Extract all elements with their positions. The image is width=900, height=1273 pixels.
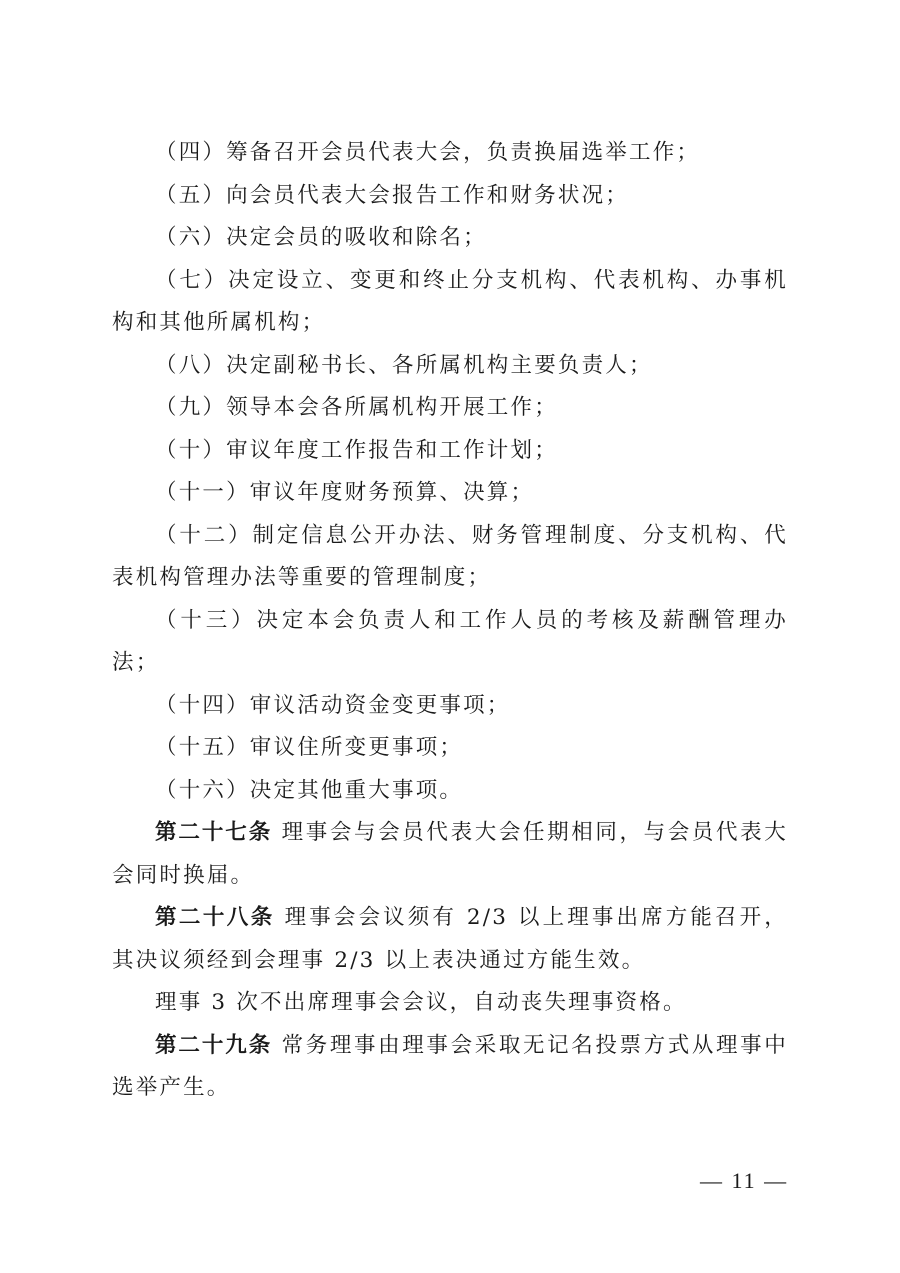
article-29-label: 第二十九条 bbox=[155, 1032, 273, 1058]
article-27-label: 第二十七条 bbox=[155, 820, 273, 845]
list-item: （十）审议年度工作报告和工作计划； bbox=[155, 437, 558, 463]
article-28-text: 理事会会议须有 2/3 以上理事出席方能召开，其决议须经到会理事 2/3 以上表决通过方能生效。 bbox=[112, 905, 788, 973]
list-item: （十五）审议住所变更事项； bbox=[155, 735, 464, 760]
article-29-text: 常务理事由理事会采取无记名投票方式从理事中选举产生。 bbox=[112, 1032, 788, 1100]
document-body bbox=[112, 132, 788, 1110]
page-number: — 11 — bbox=[700, 1168, 789, 1193]
list-item: （七）决定设立、变更和终止分支机构、代表机构、办事机构和其他所属机构； bbox=[112, 267, 788, 335]
article-27 bbox=[112, 812, 788, 897]
list-item: （十六）决定其他重大事项。 bbox=[155, 777, 464, 803]
article-28 bbox=[112, 897, 788, 982]
list-item: （十二）制定信息公开办法、财务管理制度、分支机构、代表机构管理办法等重要的管理制度； bbox=[112, 522, 788, 590]
list-item: （九）领导本会各所属机构开展工作； bbox=[155, 395, 558, 420]
article-29 bbox=[112, 1025, 788, 1110]
list-item: （十四）审议活动资金变更事项； bbox=[155, 692, 511, 718]
article-28-label: 第二十八条 bbox=[155, 905, 275, 930]
list-item: （六）决定会员的吸收和除名； bbox=[155, 225, 487, 250]
list-item: （五）向会员代表大会报告工作和财务状况； bbox=[155, 182, 630, 208]
article-27-text: 理事会与会员代表大会任期相同，与会员代表大会同时换届。 bbox=[112, 820, 788, 888]
list-item: （十一）审议年度财务预算、决算； bbox=[155, 480, 535, 505]
article-28-extra: 理事 3 次不出席理事会会议，自动丧失理事资格。 bbox=[155, 990, 687, 1015]
list-item: （十三）决定本会负责人和工作人员的考核及薪酬管理办法； bbox=[112, 607, 788, 675]
list-item: （八）决定副秘书长、各所属机构主要负责人； bbox=[155, 352, 653, 378]
list-item: （四）筹备召开会员代表大会，负责换届选举工作； bbox=[155, 140, 701, 165]
